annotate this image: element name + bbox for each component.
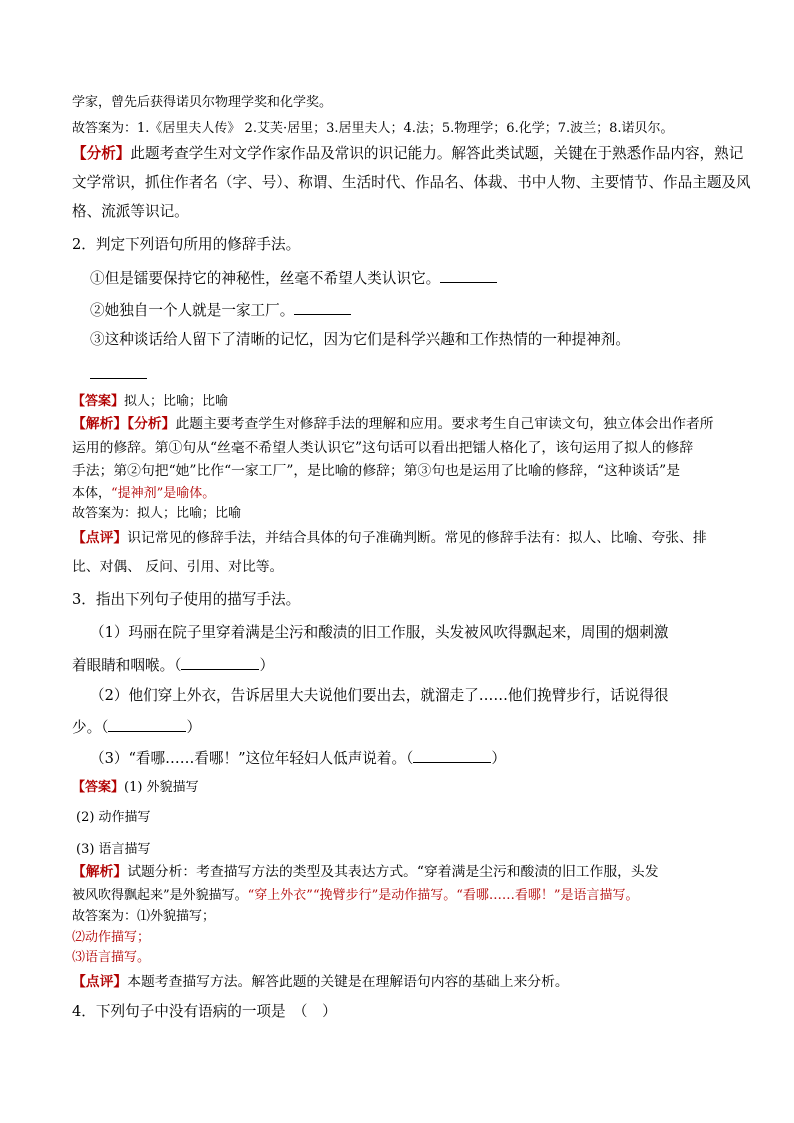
comment-line: 【点评】识记常见的修辞手法，并结合具体的句子准确判断。常见的修辞手法有：拟人、比喻、夸张、排 (72, 530, 707, 546)
final-answer-line: ⑵动作描写； (72, 930, 151, 945)
question-item: ②她独自一个人就是一家工厂。 (90, 302, 734, 319)
analysis-line: 【解析】试题分析：考查描写方法的类型及其表达方式。“穿着满是尘污和酸渍的旧工作服，头发 (72, 864, 659, 880)
question-item: 着眼睛和咽喉。（ ） (72, 657, 275, 674)
answer-blank[interactable] (181, 657, 259, 670)
answer-blank[interactable] (294, 302, 351, 315)
answer-line: (2) 动作描写 (76, 810, 151, 825)
text-line: 学家，曾先后获得诺贝尔物理学奖和化学奖。 (72, 95, 333, 110)
final-answer-line: 故答案为：⑴外貌描写； (72, 909, 216, 924)
final-answer-line: 故答案为：拟人；比喻；比喻 (72, 506, 242, 521)
answer-tag: 【答案】 (72, 394, 125, 409)
comment-tag: 【点评】 (72, 974, 128, 990)
question-item: ①但是镭要保持它的神秘性，丝毫不希望人类认识它。 (90, 270, 734, 287)
question-item: （2）他们穿上外衣，告诉居里大夫说他们要出去，就溜走了……他们挽臂步行，话说得很 (90, 687, 669, 704)
answer-tag: 【答案】 (72, 780, 125, 795)
answer-blank[interactable] (440, 270, 497, 283)
question-item: （1）玛丽在院子里穿着满是尘污和酸渍的旧工作服，头发被风吹得飘起来，周围的烟刺激 (90, 624, 669, 641)
answer-line: (3) 语言描写 (76, 842, 151, 857)
answer-blank[interactable] (413, 750, 491, 763)
final-answer-line: ⑶语言描写。 (72, 950, 151, 965)
analysis-line: 文学常识，抓住作者名（字、号）、称谓、生活时代、作品名、体裁、书中人物、主要情节、作品主题及风 (72, 174, 751, 191)
answer-line: 【答案】拟人；比喻；比喻 (72, 394, 229, 409)
question-item: 少。（ ） (72, 719, 202, 736)
fenxi-tag: 【分析】 (127, 416, 176, 432)
comment-tag: 【点评】 (72, 530, 128, 546)
jiexi-tag: 【解析】 (72, 416, 128, 432)
question-title: 3．指出下列句子使用的描写手法。 (72, 591, 301, 608)
comment-line: 比、对偶、 反问、引用、对比等。 (72, 559, 284, 575)
answer-blank[interactable] (90, 366, 147, 379)
question-item: （3）“看哪……看哪！”这位年轻妇人低声说着。（ ） (90, 750, 506, 767)
analysis-line: 手法；第②句把“她”比作“一家工厂”，是比喻的修辞；第③句也是运用了比喻的修辞，“这种谈话”是 (72, 463, 680, 479)
question-item (90, 366, 734, 383)
answer-blank[interactable] (108, 719, 186, 732)
analysis-line: 【解析】【分析】此题主要考查学生对修辞手法的理解和应用。要求考生自己审读文句，独立体会出作者所 (72, 416, 714, 432)
comment-line: 【点评】本题考查描写方法。解答此题的关键是在理解语句内容的基础上来分析。 (72, 974, 569, 990)
question-item: ③这种谈话给人留下了清晰的记忆，因为它们是科学兴趣和工作热情的一种提神剂。 (90, 331, 630, 348)
question-title: 2．判定下列语句所用的修辞手法。 (72, 236, 301, 253)
analysis-line: 运用的修辞。第①句从“丝毫不希望人类认识它”这句话可以看出把镭人格化了，该句运用了拟人的修辞 (72, 440, 694, 456)
question-title: 4．下列句子中没有语病的一项是 （ ） (72, 1003, 337, 1020)
analysis-line: 本体，“提神剂”是喻体。 (72, 486, 216, 501)
analysis-line: 被风吹得飘起来”是外貌描写。“穿上外衣”“挽臂步行”是动作描写。“看哪……看哪！”是语言描写。 (72, 888, 639, 903)
answer-line: 【答案】(1) 外貌描写 (72, 780, 199, 795)
analysis-tag: 【分析】 (72, 145, 131, 162)
jiexi-tag: 【解析】 (72, 864, 128, 880)
analysis-line: 格、流派等识记。 (72, 203, 189, 220)
analysis-line: 【分析】此题考查学生对文学作家作品及常识的识记能力。解答此类试题，关键在于熟悉作品内容，熟记 (72, 145, 744, 162)
answer-line: 故答案为：1.《居里夫人传》 2.艾芙·居里；3.居里夫人；4.法；5.物理学；6.化学；7.波兰；8.诺贝尔。 (72, 121, 674, 136)
